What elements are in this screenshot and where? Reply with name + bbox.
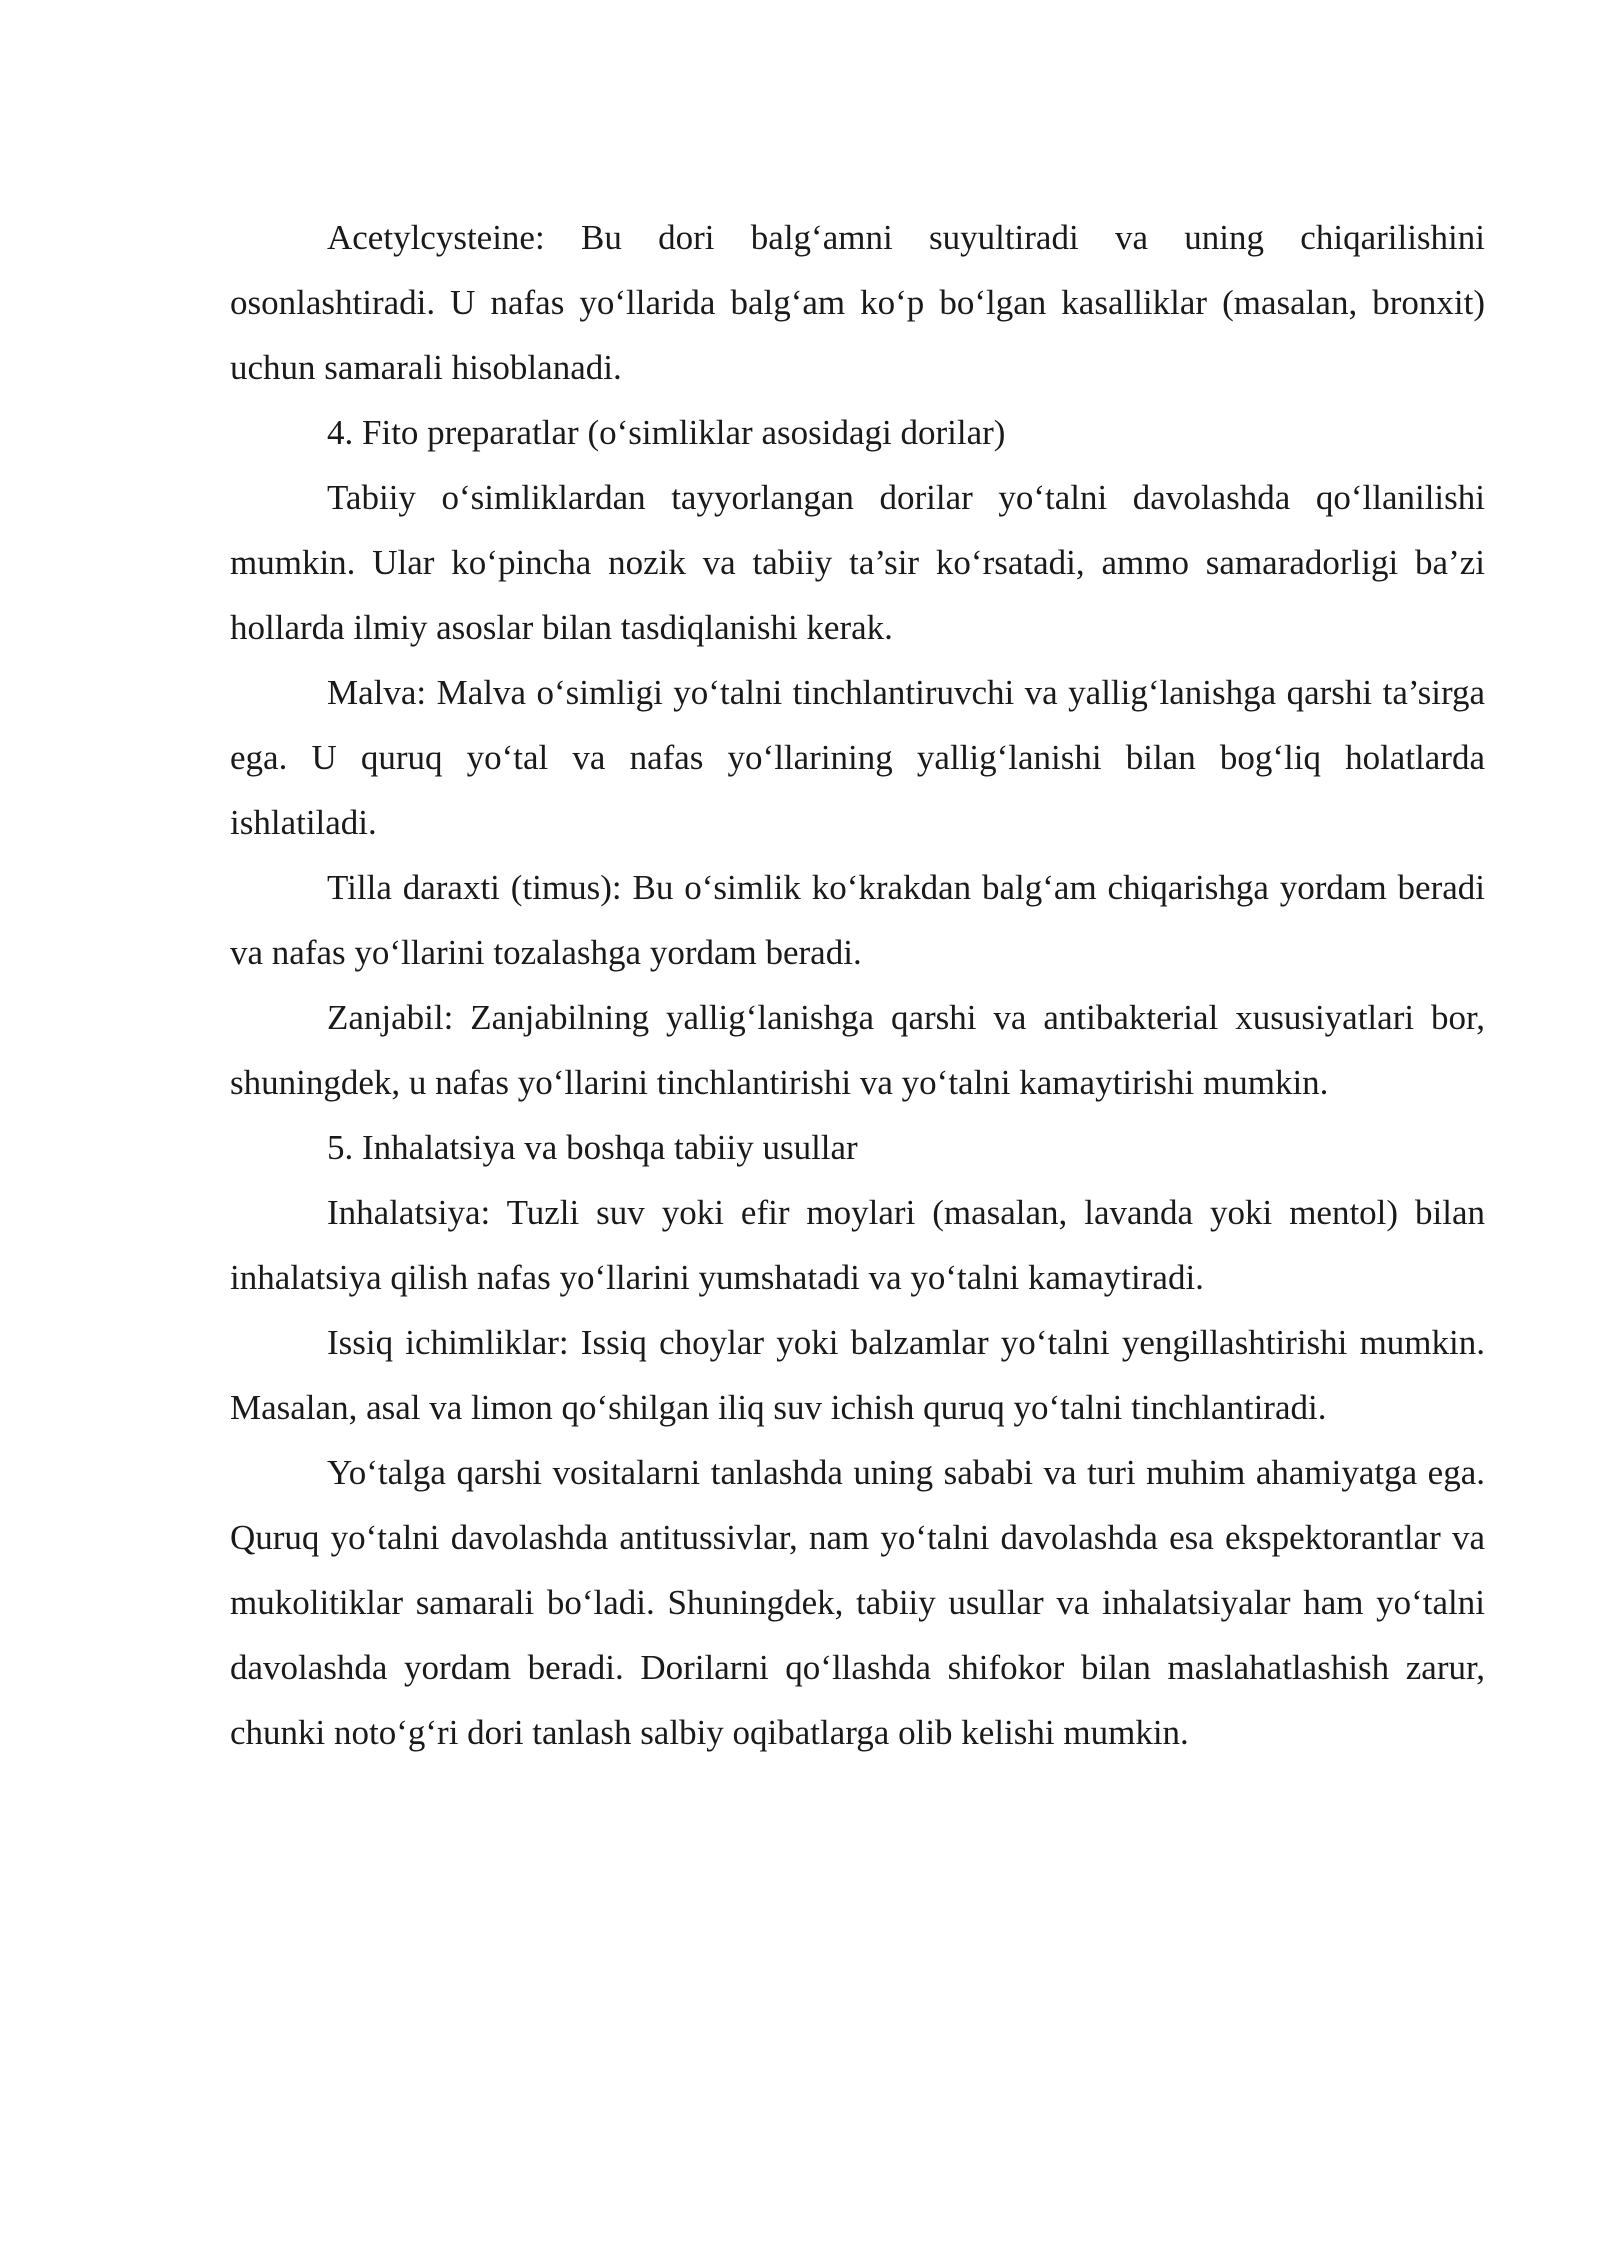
heading-inhalatsiya-usullar: 5. Inhalatsiya va boshqa tabiiy usullar [327, 1128, 858, 1167]
paragraph-acetylcysteine: Acetylcysteine: Bu dori balg‘amni suyultiradi va uning chiqarilishini osonlashtiradi. U nafas yo‘llarida balg‘am ko‘p bo‘lgan kasalliklar (masalan, bronxit) uchun samarali hisoblanadi. [230, 218, 1485, 387]
paragraph-tilla-daraxti: Tilla daraxti (timus): Bu o‘simlik ko‘krakdan balg‘am chiqarishga yordam beradi va nafas yo‘llarini tozalashga yordam beradi. [230, 868, 1485, 972]
paragraph-tabiiy-osimliklar: Tabiiy o‘simliklardan tayyorlangan dorilar yo‘talni davolashda qo‘llanilishi mumkin. Ular ko‘pincha nozik va tabiiy ta’sir ko‘rsatadi, ammo samaradorligi ba’zi hollarda ilmiy asoslar bilan tasdiqlanishi kerak. [230, 478, 1485, 647]
paragraph-zanjabil: Zanjabil: Zanjabilning yallig‘lanishga qarshi va antibakterial xususiyatlari bor, shuningdek, u nafas yo‘llarini tinchlantirishi va yo‘talni kamaytirishi mumkin. [230, 998, 1485, 1102]
paragraph-inhalatsiya: Inhalatsiya: Tuzli suv yoki efir moylari (masalan, lavanda yoki mentol) bilan inhalatsiya qilish nafas yo‘llarini yumshatadi va yo‘talni kamaytiradi. [230, 1193, 1485, 1297]
document-body [230, 205, 1485, 1765]
heading-fito-preparatlar: 4. Fito preparatlar (o‘simliklar asosidagi dorilar) [327, 413, 1006, 452]
paragraph-malva: Malva: Malva o‘simligi yo‘talni tinchlantiruvchi va yallig‘lanishga qarshi ta’sirga ega. U quruq yo‘tal va nafas yo‘llarining yallig‘lanishi bilan bog‘liq holatlarda ishlatiladi. [230, 673, 1485, 842]
paragraph-issiq-ichimliklar: Issiq ichimliklar: Issiq choylar yoki balzamlar yo‘talni yengillashtirishi mumkin. Masalan, asal va limon qo‘shilgan iliq suv ichish quruq yo‘talni tinchlantiradi. [230, 1323, 1485, 1427]
paragraph-conclusion: Yo‘talga qarshi vositalarni tanlashda uning sababi va turi muhim ahamiyatga ega. Quruq yo‘talni davolashda antitussivlar, nam yo‘talni davolashda esa ekspektorantlar va mukolitiklar samarali bo‘ladi. Shuningdek, tabiiy usullar va inhalatsiyalar ham yo‘talni davolashda yordam beradi. Dorilarni qo‘llashda shifokor bilan maslahatlashish zarur, chunki noto‘g‘ri dori tanlash salbiy oqibatlarga olib kelishi mumkin. [230, 1453, 1485, 1752]
